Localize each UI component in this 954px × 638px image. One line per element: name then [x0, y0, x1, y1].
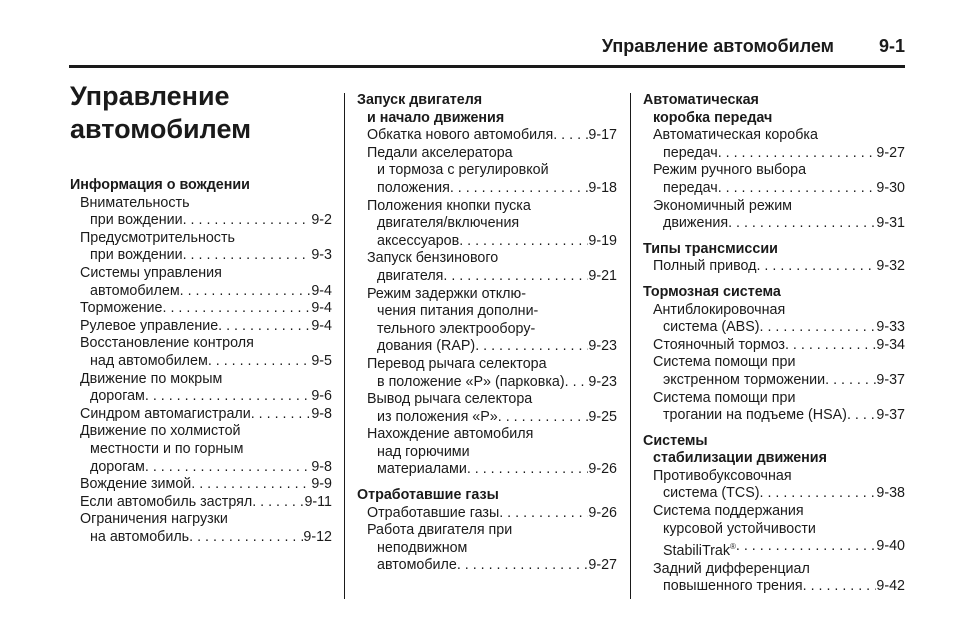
- toc-entry-line: и тормоза с регулировкой: [377, 162, 549, 179]
- toc-entry-line: местности и по горным: [90, 440, 244, 457]
- toc-entry: [70, 406, 332, 424]
- column-divider: [630, 93, 631, 599]
- toc-entry-text: при вождении: [90, 212, 183, 229]
- toc-entry: [70, 335, 332, 370]
- toc-page-ref: 9-8: [311, 458, 332, 475]
- dot-leader: [475, 338, 588, 356]
- dot-leader: [498, 409, 589, 427]
- toc-entry: [357, 391, 617, 426]
- toc-entry-text: система (TCS): [663, 485, 760, 502]
- toc-column-3: [643, 92, 905, 596]
- chapter-title-line: Управление: [70, 81, 230, 111]
- toc-column-2: [357, 92, 617, 575]
- toc-entry: [357, 250, 617, 285]
- toc-entry-line: Восстановление контроля: [80, 335, 254, 352]
- toc-page-ref: 9-30: [876, 179, 905, 196]
- toc-page-ref: 9-4: [311, 282, 332, 299]
- running-header-title: Управление автомобилем: [601, 36, 834, 56]
- toc-entry: [357, 356, 617, 391]
- toc-entry-line: курсовой устойчивости: [663, 520, 816, 537]
- toc-entry-last-line: [643, 145, 905, 163]
- toc-entry-text: положения: [377, 179, 450, 196]
- toc-entry-text: Отработавшие газы: [367, 504, 500, 521]
- dot-leader: [760, 485, 877, 503]
- toc-entry-last-line: [643, 337, 905, 355]
- toc-entry-line: Движение по холмистой: [80, 423, 241, 440]
- toc-entry-line: Запуск бензинового: [367, 250, 499, 267]
- toc-entry-last-line: [357, 338, 617, 356]
- toc-entry: [357, 145, 617, 198]
- toc-entry-last-line: [643, 215, 905, 233]
- toc-entry-line: Движение по мокрым: [80, 370, 223, 387]
- toc-entry: [357, 198, 617, 251]
- dot-leader: [756, 258, 876, 276]
- toc-entry: [643, 258, 905, 276]
- toc-entry-text: на автомобиль: [90, 528, 190, 545]
- toc-entry: [70, 195, 332, 230]
- toc-entry-text: Рулевое управление: [80, 317, 219, 334]
- toc-entry-text: трогании на подъеме (HSA): [663, 407, 847, 424]
- section-gap: [643, 425, 905, 433]
- toc-entry-text: движения: [663, 215, 729, 232]
- toc-entry-last-line: [643, 485, 905, 503]
- toc-entry-line: Противобуксовочная: [653, 467, 792, 484]
- dot-leader: [145, 459, 311, 477]
- toc-page-ref: 9-5: [311, 352, 332, 369]
- dot-leader: [499, 505, 588, 523]
- toc-entry-last-line: [643, 578, 905, 596]
- toc-entry-text: экстренном торможении: [663, 371, 826, 388]
- dot-leader: [553, 127, 588, 145]
- toc-entry-text: Стояночный тормоз: [653, 336, 785, 353]
- dot-leader: [251, 406, 312, 424]
- toc-page-ref: 9-17: [588, 127, 617, 144]
- dot-leader: [208, 353, 312, 371]
- toc-entry-line: Вывод рычага селектора: [367, 391, 533, 408]
- toc-entry: [357, 286, 617, 356]
- toc-page-ref: 9-23: [588, 338, 617, 355]
- dot-leader: [145, 388, 311, 406]
- toc-page-ref: 9-11: [304, 493, 332, 510]
- toc-entry: [70, 511, 332, 546]
- toc-entry-last-line: [357, 461, 617, 479]
- toc-section-heading: Типы трансмиссии: [643, 240, 778, 257]
- toc-page-ref: 9-8: [311, 405, 332, 422]
- toc-entry: [643, 390, 905, 425]
- toc-entry-last-line: [70, 283, 332, 301]
- dot-leader: [718, 180, 877, 198]
- toc-entry-text: дования (RAP): [377, 338, 476, 355]
- toc-entry: [70, 300, 332, 318]
- toc-entry-text: Вождение зимой: [80, 476, 192, 493]
- toc-entry: [357, 426, 617, 479]
- toc-entry-text: дорогам: [90, 388, 145, 405]
- toc-page-ref: 9-21: [588, 267, 617, 284]
- toc-section-heading: стабилизации движения: [653, 450, 827, 467]
- toc-entry-line: Автоматическая коробка: [653, 127, 818, 144]
- dot-leader: [443, 268, 588, 286]
- toc-entry-line: Положения кнопки пуска: [367, 197, 531, 214]
- toc-entry: [70, 476, 332, 494]
- toc-entry-text: Синдром автомагистрали: [80, 405, 251, 422]
- toc-entry-line: Система поддержания: [653, 503, 804, 520]
- dot-leader: [459, 233, 588, 251]
- toc-entry-line: Режим задержки отклю-: [367, 285, 527, 302]
- section-gap: [357, 479, 617, 487]
- dot-leader: [565, 374, 589, 392]
- toc-entry-line: Предусмотрительность: [80, 229, 235, 246]
- toc-entry-line: неподвижном: [377, 539, 468, 556]
- toc-page-ref: 9-12: [303, 528, 332, 545]
- toc-entry-text: Торможение: [80, 300, 163, 317]
- toc-entry-last-line: [357, 374, 617, 392]
- toc-section-heading: Системы: [643, 432, 708, 449]
- toc-entry: [357, 127, 617, 145]
- dot-leader: [825, 372, 876, 390]
- toc-section-heading: и начало движения: [367, 109, 505, 126]
- toc-entry-last-line: [357, 557, 617, 575]
- toc-page-ref: 9-4: [311, 300, 332, 317]
- running-header: [0, 36, 905, 62]
- toc-entry-text: дорогам: [90, 458, 145, 475]
- toc-entry-line: Система помощи при: [653, 389, 796, 406]
- toc-entry-last-line: [643, 538, 905, 560]
- section-gap: [643, 233, 905, 241]
- toc-column-1: [70, 177, 332, 546]
- toc-page-ref: 9-34: [876, 336, 905, 353]
- toc-page-ref: 9-40: [876, 538, 905, 555]
- toc-entry: [70, 265, 332, 300]
- toc-entry-line: Нахождение автомобиля: [367, 426, 534, 443]
- dot-leader: [183, 247, 312, 265]
- toc-section-heading: Автоматическая: [643, 92, 759, 108]
- toc-entry: [643, 561, 905, 596]
- toc-entry-text: повышенного трения: [663, 578, 803, 595]
- registered-mark: ®: [730, 542, 736, 552]
- toc-entry-text: передач: [663, 179, 718, 196]
- toc-page-ref: 9-37: [876, 407, 905, 424]
- toc-entry-line: Ограничения нагрузки: [80, 511, 228, 528]
- toc-page-ref: 9-25: [588, 408, 617, 425]
- toc-entry-last-line: [357, 268, 617, 286]
- toc-page-ref: 9-32: [876, 258, 905, 275]
- toc-entry-last-line: [643, 407, 905, 425]
- toc-page-ref: 9-33: [876, 319, 905, 336]
- toc-entry-line: Система помощи при: [653, 354, 796, 371]
- toc-page-ref: 9-18: [588, 179, 617, 196]
- toc-entry-line: чения питания дополни-: [377, 303, 539, 320]
- toc-page-ref: 9-3: [311, 247, 332, 264]
- chapter-title: [70, 80, 251, 146]
- toc-entry-last-line: [357, 180, 617, 198]
- toc-entry: [643, 468, 905, 503]
- toc-entry-last-line: [70, 459, 332, 477]
- toc-entry-line: Экономичный режим: [653, 197, 793, 214]
- toc-entry: [70, 423, 332, 476]
- toc-entry: [643, 503, 905, 561]
- toc-entry-line: над горючими: [377, 443, 470, 460]
- toc-entry-line: Системы управления: [80, 264, 222, 281]
- toc-page-ref: 9-4: [311, 317, 332, 334]
- dot-leader: [718, 145, 877, 163]
- dot-leader: [736, 538, 876, 560]
- toc-entry-last-line: [357, 505, 617, 523]
- toc-section-heading: Тормозная система: [643, 283, 781, 300]
- toc-entry-text: автомобилем: [90, 282, 180, 299]
- toc-entry-text: передач: [663, 144, 718, 161]
- toc-page-ref: 9-27: [588, 557, 617, 574]
- toc-entry-last-line: [70, 247, 332, 265]
- toc-entry-last-line: [643, 180, 905, 198]
- toc-entry: [70, 318, 332, 336]
- toc-page-ref: 9-19: [588, 232, 617, 249]
- toc-page-ref: 9-42: [876, 578, 905, 595]
- toc-page-ref: 9-2: [311, 212, 332, 229]
- toc-entry-last-line: [70, 494, 332, 512]
- toc-page-ref: 9-38: [876, 485, 905, 502]
- toc-page-ref: 9-9: [311, 476, 332, 493]
- toc-entry-text: из положения «P»: [377, 408, 498, 425]
- toc-entry: [643, 302, 905, 337]
- toc-entry-line: двигателя/включения: [377, 215, 520, 232]
- toc-section-heading: Отработавшие газы: [357, 487, 499, 504]
- toc-entry-last-line: [70, 529, 332, 547]
- toc-entry: [357, 505, 617, 523]
- toc-entry-text: Полный привод: [653, 258, 757, 275]
- toc-entry: [70, 494, 332, 512]
- toc-entry-text: над автомобилем: [90, 352, 208, 369]
- toc-entry: [643, 162, 905, 197]
- toc-entry-line: тельного электрообору-: [377, 320, 536, 337]
- toc-entry-last-line: [357, 233, 617, 251]
- toc-entry-last-line: [357, 127, 617, 145]
- toc-section-heading: Информация о вождении: [70, 177, 250, 193]
- dot-leader: [457, 557, 589, 575]
- toc-entry-line: Перевод рычага селектора: [367, 355, 547, 372]
- toc-entry: [643, 354, 905, 389]
- dot-leader: [183, 212, 312, 230]
- dot-leader: [218, 318, 311, 336]
- toc-entry-text: аксессуаров: [377, 232, 460, 249]
- toc-entry-last-line: [70, 353, 332, 371]
- header-rule: [69, 65, 905, 68]
- dot-leader: [760, 319, 877, 337]
- toc-entry-last-line: [70, 406, 332, 424]
- dot-leader: [728, 215, 876, 233]
- toc-entry-text: двигателя: [377, 267, 444, 284]
- toc-entry-last-line: [70, 300, 332, 318]
- dot-leader: [163, 300, 312, 318]
- dot-leader: [450, 180, 589, 198]
- toc-entry-text: материалами: [377, 461, 467, 478]
- toc-page-ref: 9-37: [876, 371, 905, 388]
- toc-entry: [643, 198, 905, 233]
- toc-entry-last-line: [643, 372, 905, 390]
- dot-leader: [189, 529, 303, 547]
- toc-entry-line: Антиблокировочная: [653, 301, 786, 318]
- toc-entry: [643, 127, 905, 162]
- toc-entry-last-line: [70, 476, 332, 494]
- dot-leader: [785, 337, 876, 355]
- toc-entry-last-line: [357, 409, 617, 427]
- toc-page-ref: 9-31: [876, 215, 905, 232]
- toc-entry-last-line: [643, 319, 905, 337]
- toc-entry-text: при вождении: [90, 247, 183, 264]
- toc-entry-last-line: [70, 212, 332, 230]
- toc-entry-line: Задний дифференциал: [653, 560, 810, 577]
- toc-page-ref: 9-6: [311, 388, 332, 405]
- toc-entry: [70, 230, 332, 265]
- toc-entry-text: Обкатка нового автомобиля: [367, 127, 554, 144]
- section-gap: [643, 276, 905, 284]
- toc-page-ref: 9-26: [588, 504, 617, 521]
- dot-leader: [803, 578, 877, 596]
- toc-page-ref: 9-23: [588, 373, 617, 390]
- toc-entry-line: Работа двигателя при: [367, 522, 513, 539]
- dot-leader: [467, 461, 589, 479]
- toc-entry-last-line: [643, 258, 905, 276]
- toc-entry: [643, 337, 905, 355]
- dot-leader: [180, 283, 312, 301]
- toc-entry-line: Внимательность: [80, 194, 190, 211]
- toc-page-ref: 9-27: [876, 144, 905, 161]
- toc-page-ref: 9-26: [588, 461, 617, 478]
- column-divider: [344, 93, 345, 599]
- toc-entry-text: в положение «P» (парковка): [377, 373, 565, 390]
- toc-entry-last-line: [70, 388, 332, 406]
- toc-entry-text: система (ABS): [663, 319, 760, 336]
- toc-entry: [70, 371, 332, 406]
- page-number: 9-1: [878, 36, 905, 56]
- toc-entry-line: Педали акселератора: [367, 144, 513, 161]
- toc-section-heading: Запуск двигателя: [357, 92, 483, 108]
- toc-entry-line: Режим ручного выбора: [653, 162, 807, 179]
- toc-entry: [357, 522, 617, 575]
- dot-leader: [191, 476, 311, 494]
- toc-section-heading: коробка передач: [653, 109, 773, 126]
- dot-leader: [847, 407, 876, 425]
- toc-entry-text: Если автомобиль застрял: [80, 493, 253, 510]
- chapter-title-line: автомобилем: [70, 114, 252, 144]
- toc-entry-text: StabiliTrak®: [663, 542, 736, 560]
- toc-entry-last-line: [70, 318, 332, 336]
- toc-entry-text: автомобиле: [377, 557, 457, 574]
- dot-leader: [252, 494, 304, 512]
